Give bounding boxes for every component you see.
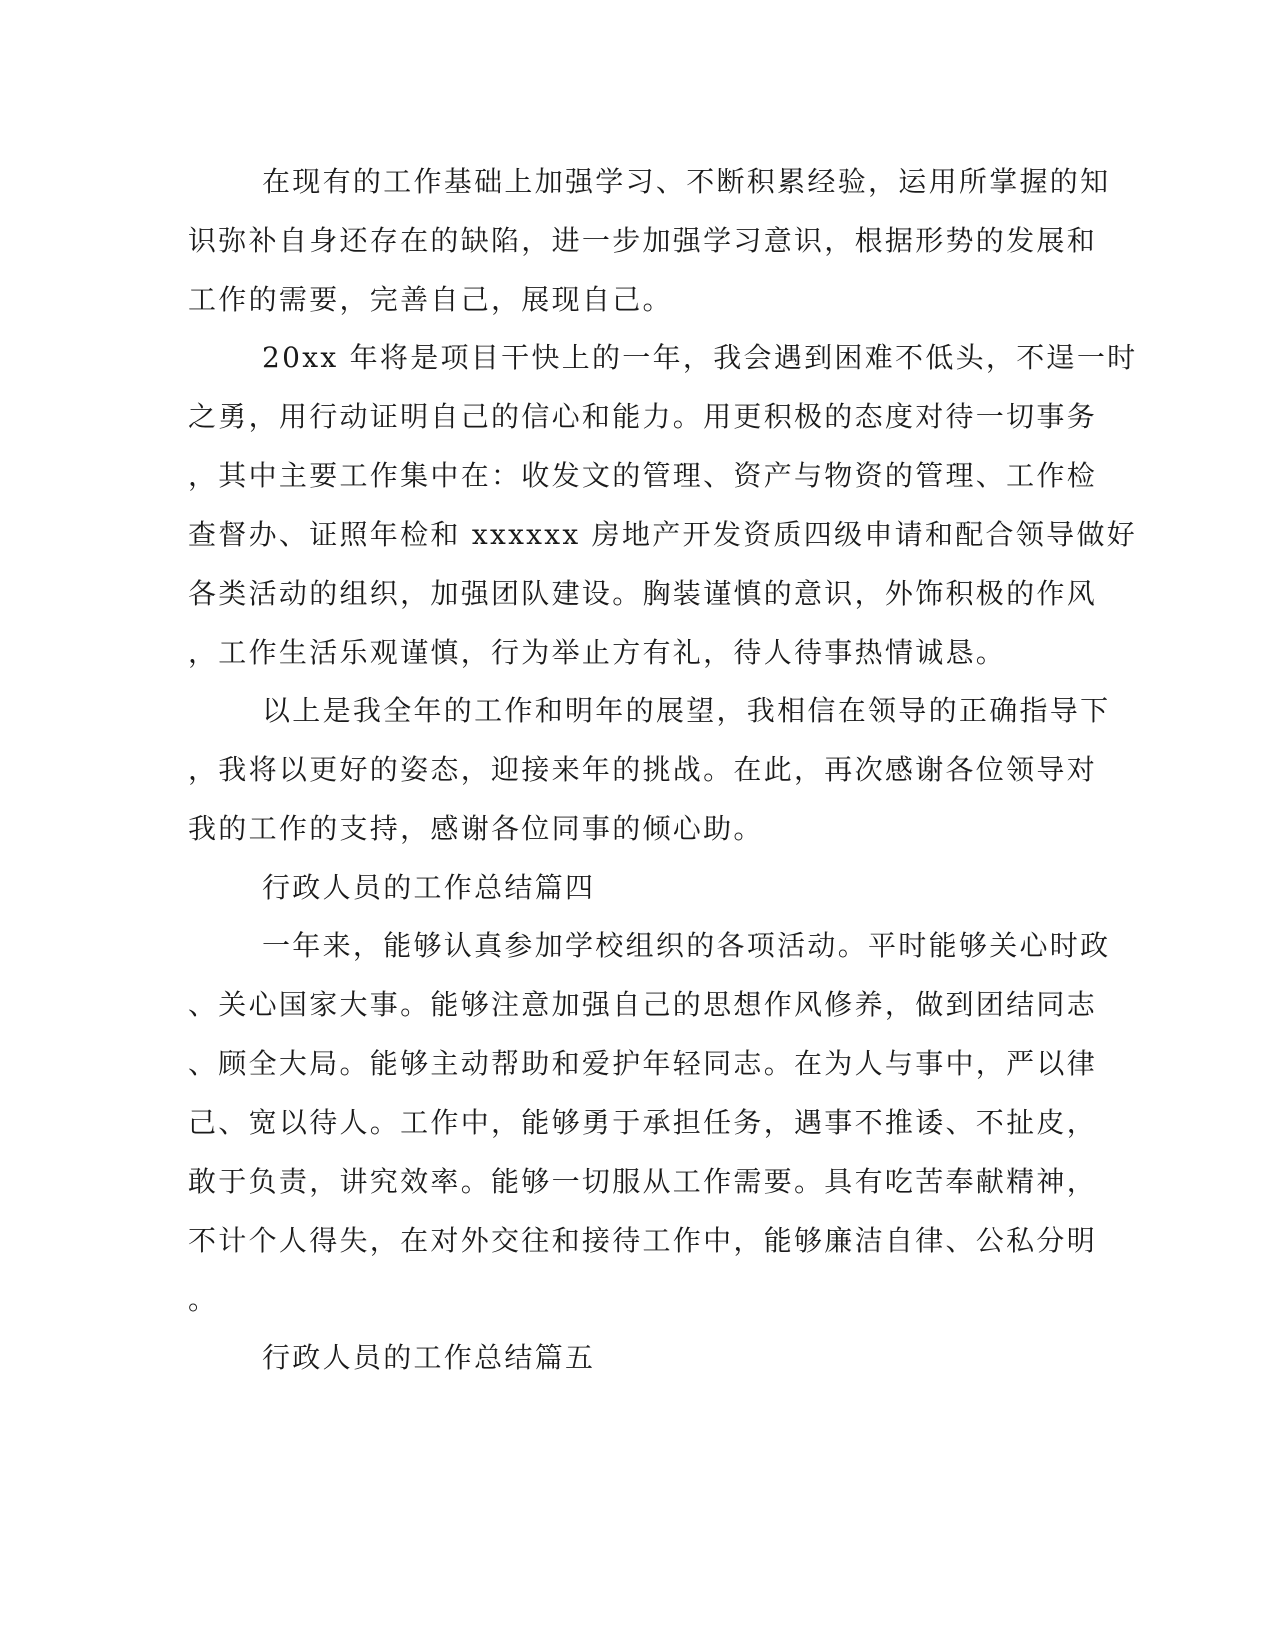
paragraph-line: 、关心国家大事。能够注意加强自己的思想作风修养，做到团结同志: [188, 988, 1098, 1021]
paragraph-line: ，工作生活乐观谨慎，行为举止方有礼，待人待事热情诚恳。: [188, 636, 1007, 669]
paragraph-line: ，其中主要工作集中在：收发文的管理、资产与物资的管理、工作检: [188, 459, 1098, 492]
paragraph-line: 之勇，用行动证明自己的信心和能力。用更积极的态度对待一切事务: [188, 400, 1098, 433]
section-heading: 行政人员的工作总结篇五: [262, 1341, 596, 1374]
paragraph-line: 敢于负责，讲究效率。能够一切服从工作需要。具有吃苦奉献精神，: [188, 1165, 1098, 1198]
paragraph-line: 以上是我全年的工作和明年的展望，我相信在领导的正确指导下: [262, 694, 1111, 727]
paragraph-line: 识弥补自身还存在的缺陷，进一步加强学习意识，根据形势的发展和: [188, 224, 1098, 257]
paragraph-line: 、顾全大局。能够主动帮助和爱护年轻同志。在为人与事中，严以律: [188, 1047, 1098, 1080]
paragraph-line: 各类活动的组织，加强团队建设。胸装谨慎的意识，外饰积极的作风: [188, 577, 1098, 610]
paragraph-line: ，我将以更好的姿态，迎接来年的挑战。在此，再次感谢各位领导对: [188, 753, 1098, 786]
paragraph-line: 查督办、证照年检和 xxxxxx 房地产开发资质四级申请和配合领导做好: [188, 518, 1138, 551]
paragraph-line: 己、宽以待人。工作中，能够勇于承担任务，遇事不推诿、不扯皮，: [188, 1106, 1098, 1139]
paragraph-line: 一年来，能够认真参加学校组织的各项活动。平时能够关心时政: [262, 929, 1111, 962]
paragraph-line: 我的工作的支持，感谢各位同事的倾心助。: [188, 812, 764, 845]
paragraph-line: 不计个人得失，在对外交往和接待工作中，能够廉洁自律、公私分明: [188, 1224, 1098, 1257]
paragraph-line: 工作的需要，完善自己，展现自己。: [188, 283, 673, 316]
paragraph-line: 在现有的工作基础上加强学习、不断积累经验，运用所掌握的知: [262, 165, 1111, 198]
paragraph-line: 。: [188, 1283, 219, 1316]
section-heading: 行政人员的工作总结篇四: [262, 871, 596, 904]
paragraph-line: 20xx 年将是项目干快上的一年，我会遇到困难不低头，不逞一时: [262, 341, 1138, 374]
